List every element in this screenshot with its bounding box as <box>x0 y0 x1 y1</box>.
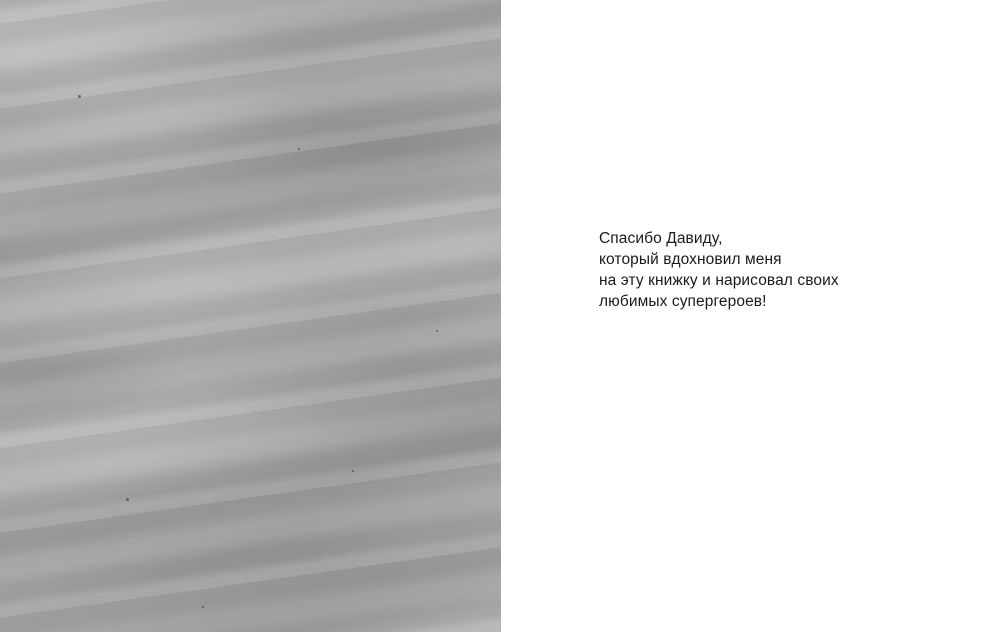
right-page <box>501 0 1000 632</box>
paper-fleck <box>298 148 300 150</box>
dedication-line-4: любимых супергероев! <box>599 293 767 310</box>
paper-fleck <box>202 606 204 608</box>
dedication-text <box>599 228 839 312</box>
paper-fleck <box>126 498 129 501</box>
dedication-line-2: который вдохновил меня <box>599 251 782 268</box>
paper-fleck <box>78 95 81 98</box>
dedication-line-3: на эту книжку и нарисовал своих <box>599 272 839 289</box>
paper-fleck <box>436 330 438 332</box>
paper-fleck <box>352 470 354 472</box>
dedication-line-1: Спасибо Давиду, <box>599 230 723 247</box>
